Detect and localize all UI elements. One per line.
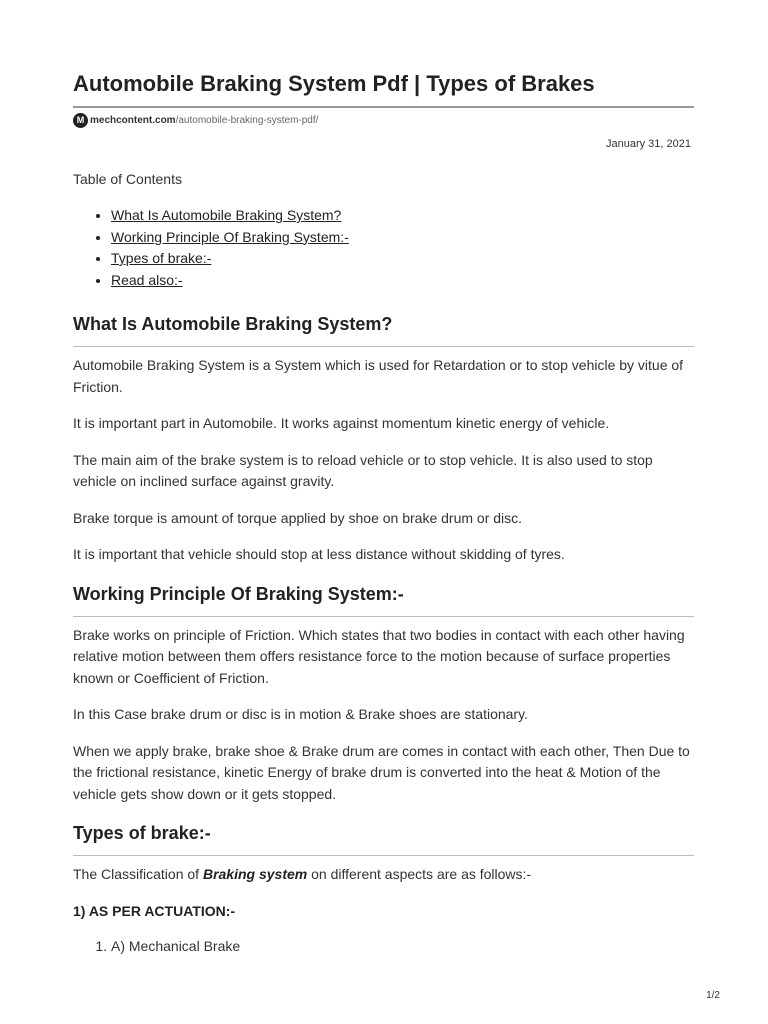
source-path: /automobile-braking-system-pdf/ [175, 114, 319, 126]
sub-heading-actuation: 1) AS PER ACTUATION:- [73, 902, 236, 919]
publish-date: January 31, 2021 [605, 138, 691, 150]
toc-title: Table of Contents [73, 171, 182, 187]
page-number: 1/2 [706, 990, 720, 1001]
paragraph: It is important that vehicle should stop at less distance without skidding of tyres. [73, 546, 565, 562]
toc-link-types-of-brake[interactable]: Types of brake:- [111, 250, 212, 266]
actuation-list [73, 936, 694, 958]
section-what-is [73, 310, 694, 566]
section-heading: What Is Automobile Braking System? [73, 310, 694, 347]
toc-item [111, 205, 349, 227]
paragraph: Automobile Braking System is a System which is used for Retardation or to stop vehicle by vitue of Friction. [73, 357, 684, 395]
page-title: Automobile Braking System Pdf | Types of Brakes [73, 70, 694, 108]
list-item: 1. A) Mechanical Brake [111, 936, 694, 958]
article-body [73, 310, 694, 958]
section-working-principle [73, 580, 694, 806]
toc-item [111, 248, 349, 270]
paragraph: Brake torque is amount of torque applied by shoe on brake drum or disc. [73, 509, 523, 526]
toc-list [73, 205, 349, 291]
paragraph: The main aim of the brake system is to reload vehicle or to stop vehicle. It is also used to stop vehicle on inclined surface against gravity. [73, 451, 653, 489]
paragraph: It is important part in Automobile. It works against momentum kinetic energy of vehicle. [73, 415, 610, 431]
paragraph: Brake works on principle of Friction. Which states that two bodies in contact with each other having relative motion between them offers resistance force to the motion because of surface properties known or Coefficient of Friction. [73, 626, 685, 686]
paragraph: In this Case brake drum or disc is in motion & Brake shoes are stationary. [73, 706, 528, 722]
site-logo-icon: M [73, 113, 88, 128]
classification-intro-before: The Classification of [73, 866, 203, 882]
paragraph: When we apply brake, brake shoe & Brake drum are comes in contact with each other, Then Due to the frictional resistance, kinetic Energy of brake drum is converted into the heat & Motion of the vehicle gets show down or it gets stopped. [73, 742, 690, 802]
toc-item [111, 227, 349, 249]
source-line [73, 112, 318, 128]
source-domain-link[interactable]: mechcontent.com [90, 114, 176, 126]
toc-link-read-also[interactable]: Read also:- [111, 271, 183, 288]
section-heading: Working Principle Of Braking System:- [73, 580, 694, 617]
classification-intro-bold: Braking system [202, 866, 308, 882]
classification-intro [73, 864, 694, 886]
section-heading: Types of brake:- [73, 819, 694, 856]
toc-link-what-is[interactable]: What Is Automobile Braking System? [111, 207, 342, 223]
section-types-of-brake [73, 819, 694, 958]
classification-intro-after: on different aspects are as follows:- [307, 866, 532, 882]
toc-item [111, 270, 349, 292]
toc-link-working-principle[interactable]: Working Principle Of Braking System:- [111, 228, 349, 245]
